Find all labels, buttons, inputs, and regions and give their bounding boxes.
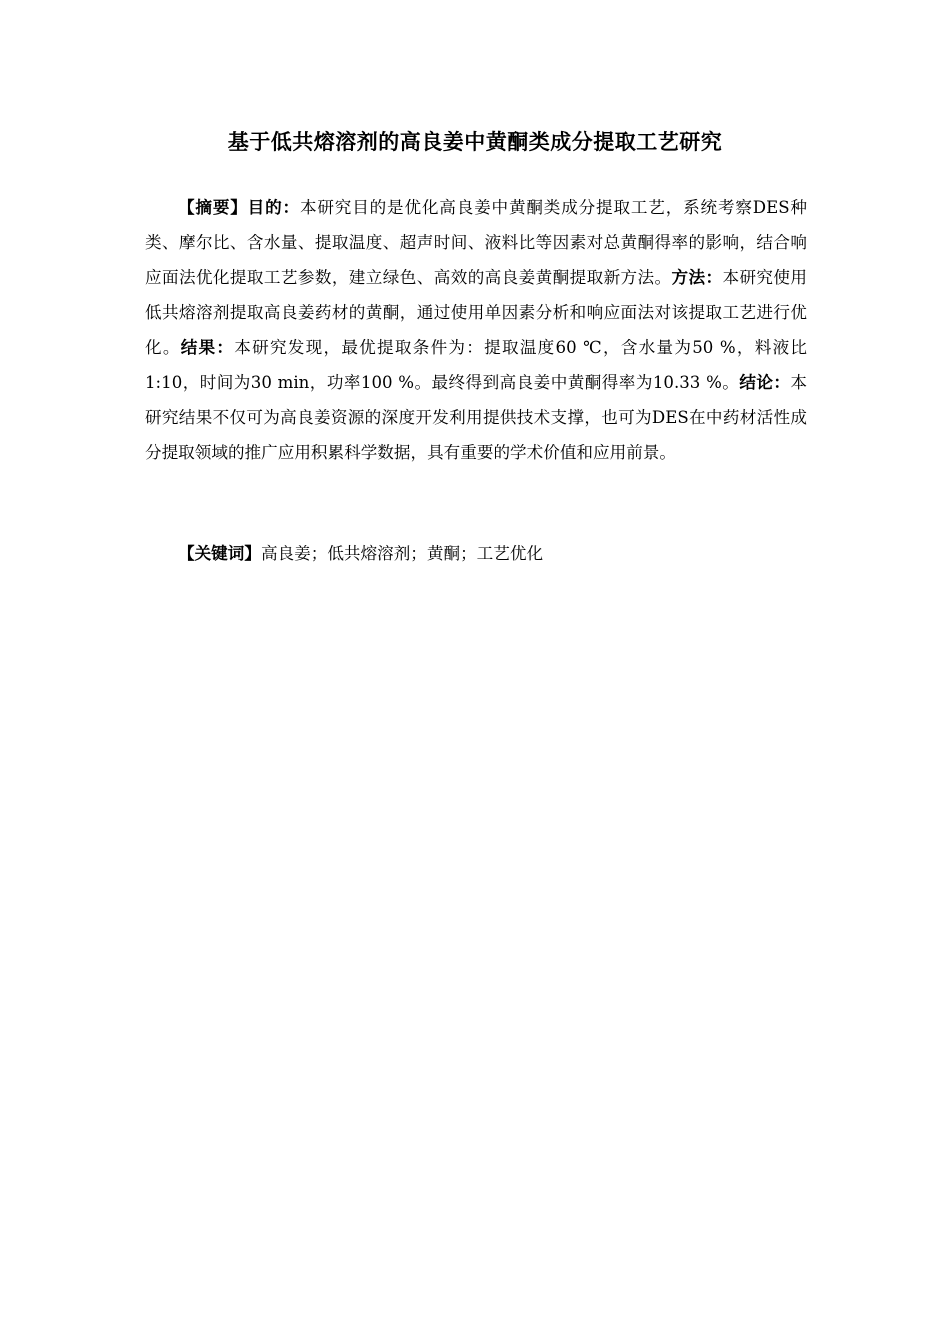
keywords-text: 高良姜；低共熔溶剂；黄酮；工艺优化 [260, 544, 544, 563]
result-text: 本研究发现，最优提取条件为：提取温度60 ℃，含水量为50 %，料液比1:10，时间为30 min，功率100 %。最终得到高良姜中黄酮得率为10.33 %。 [145, 338, 808, 392]
objective-text: 本研究目的是优化高良姜中黄酮类成分提取工艺，系统考察DES种类、摩尔比、含水量、提取温度、超声时间、液料比等因素对总黄酮得率的影响，结合响应面法优化提取工艺参数，建立绿色、高效的高良姜黄酮提取新方法。 [145, 198, 807, 287]
abstract-paragraph [145, 190, 807, 470]
conclusion-text: 本研究结果不仅可为高良姜资源的深度开发利用提供技术支撑，也可为DES在中药材活性成分提取领域的推广应用积累科学数据，具有重要的学术价值和应用前景。 [145, 373, 807, 462]
conclusion-label: 结论： [739, 373, 791, 392]
result-label: 结果： [180, 338, 235, 357]
document-title: 基于低共熔溶剂的高良姜中黄酮类成分提取工艺研究 [227, 130, 723, 154]
keywords-label: 【关键词】 [178, 544, 261, 563]
keywords-paragraph [145, 536, 807, 571]
method-text: 本研究使用低共熔溶剂提取高良姜药材的黄酮，通过使用单因素分析和响应面法对该提取工艺进行优化。 [145, 268, 807, 357]
objective-label: 目的： [247, 198, 300, 217]
method-label: 方法： [671, 268, 723, 287]
abstract-heading: 【摘要】 [178, 198, 248, 217]
